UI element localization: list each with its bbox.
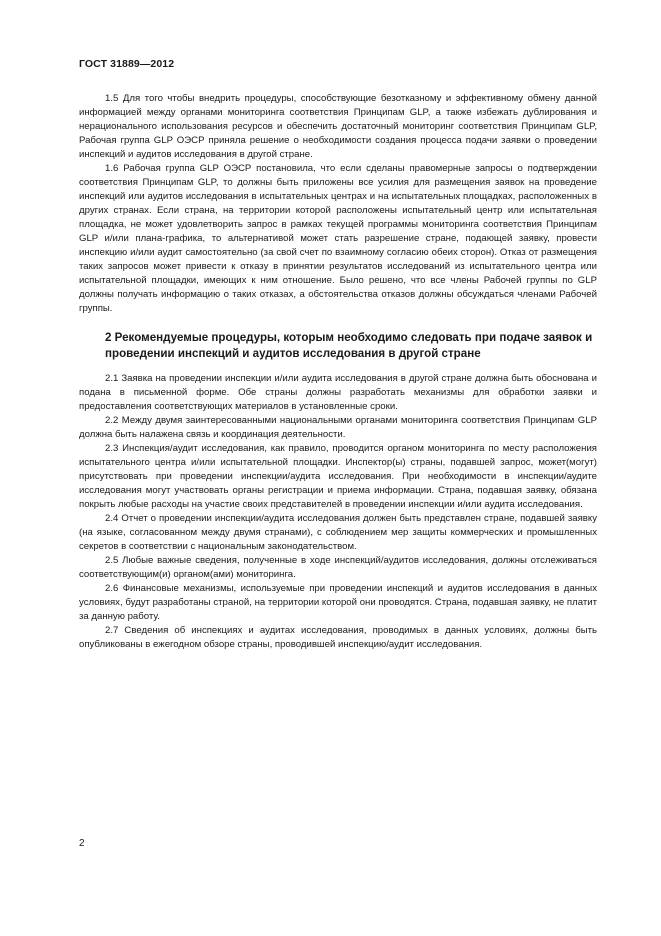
paragraph-2-7: 2.7 Сведения об инспекциях и аудитах исследования, проводимых в данных условиях, должны быть опубликованы в ежегодном обзоре страны, проводившей инспекцию/аудит исследования. (79, 625, 597, 650)
paragraph-1-5: 1.5 Для того чтобы внедрить процедуры, способствующие безотказному и эффективному обмену данной информацией между органами мониторинга соответствия Принципам GLP, а также избежать дублирования и нерационального использования ресурсов и обеспечить достаточный мониторинг соответствия Принципам GLP, Рабочая группа GLP ОЭСР приняла решение о необходимости создания процесса подачи заявки о проведении инспекций и аудитов исследования в другой стране. (79, 93, 597, 160)
document-body (79, 92, 597, 652)
page-number: 2 (79, 838, 85, 849)
paragraph-2-6: 2.6 Финансовые механизмы, используемые при проведении инспекций и аудитов исследования в данных условиях, будут разработаны страной, на территории которой они проводятся. Страна, подавшая заявку, не платит за данную работу. (79, 583, 597, 622)
paragraph-2-2: 2.2 Между двумя заинтересованными национальными органами мониторинга соответствия Принципам GLP должна быть налажена связь и координация деятельности. (79, 415, 597, 440)
paragraph-2-5: 2.5 Любые важные сведения, полученные в ходе инспекций/аудитов исследования, должны отслеживаться соответствующим(и) органом(ами) мониторинга. (79, 555, 597, 580)
paragraph-2-1: 2.1 Заявка на проведении инспекции и/или аудита исследования в другой стране должна быть обоснована и подана в письменной форме. Обе страны должны разработать механизмы для обработки заявки и предоставления соответствующих материалов в установленные сроки. (79, 373, 597, 412)
paragraph-2-4: 2.4 Отчет о проведении инспекции/аудита исследования должен быть представлен стране, подавшей заявку (на языке, согласованном между двумя странами), с соблюдением мер защиты коммерческих и промышленных секретов в соответствии с национальным законодательством. (79, 513, 597, 552)
section-2-heading: 2 Рекомендуемые процедуры, которым необходимо следовать при подаче заявок и проведении инспекций и аудитов исследования в другой стране (105, 331, 593, 360)
paragraph-1-6: 1.6 Рабочая группа GLP ОЭСР постановила, что если сделаны правомерные запросы о подтверждении соответствия Принципам GLP, то должны быть приложены все усилия для размещения заявок на проведение инспекций или аудитов исследования в испытательных центрах и на испытательных площадках, расположенных в других странах. Если страна, на территории которой расположены испытательный центр или испытательная площадка, не может удовлетворить запрос в рамках текущей программы мониторинга соответствия Принципам GLP и/или плана-графика, то альтернативой может стать разрешение стране, подающей заявку, провести инспекцию и/или аудит самостоятельно (за свой счет по взаимному согласию обеих сторон). Отказ от размещения таких запросов может привести к отказу в принятии результатов исследований из испытательного центра или испытательной площадки, имеющих к ним отношение. Было решено, что все члены Рабочей группы по GLP должны получать информацию о таких отказах, а обстоятельства отказов должны обсуждаться членами Рабочей группы. (79, 163, 597, 314)
document-code-header: ГОСТ 31889—2012 (79, 58, 175, 70)
paragraph-2-3: 2.3 Инспекция/аудит исследования, как правило, проводится органом мониторинга по месту расположения испытательного центра и/или испытательной площадки. Инспектор(ы) страны, подавшей запрос, может(могут) присутствовать при проведении инспекции/аудита исследования. При необходимости в инспекции/аудите исследования могут участвовать органы регистрации и приема информации. Страна, подавшая заявку, обязана покрыть любые расходы на участие своих представителей в проведении инспекции и/или аудита исследования. (79, 443, 597, 510)
